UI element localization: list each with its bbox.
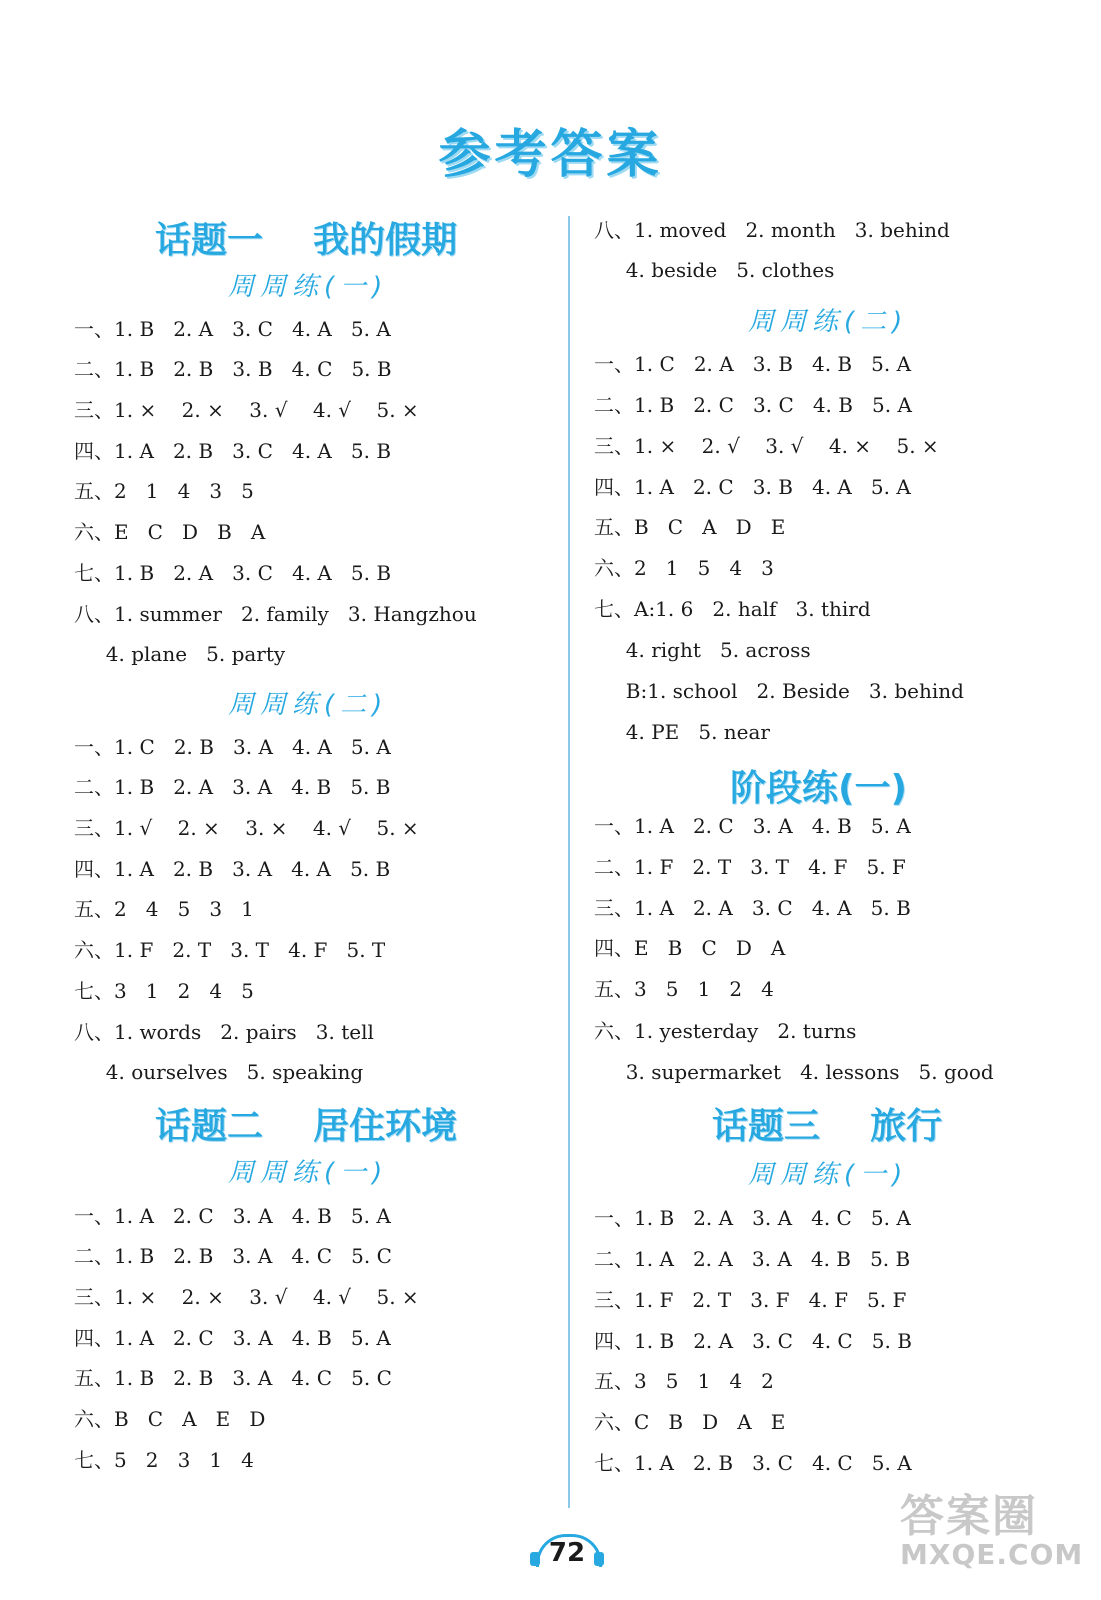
page-number: 72 (548, 1538, 586, 1568)
answer-row: 三、1. × 2. √ 3. √ 4. × 5. × (594, 434, 939, 458)
week-heading-3: 周周练(一) (228, 1158, 389, 1188)
week-heading-5: 周周练(一) (748, 1160, 909, 1190)
answer-row: 4. ourselves 5. speaking (74, 1060, 364, 1084)
topic-heading-2: 话题二 居住环境 (155, 1106, 458, 1147)
answer-row: 七、3 1 2 4 5 (74, 979, 254, 1003)
answer-row: 二、1. B 2. B 3. A 4. C 5. C (74, 1244, 392, 1268)
answer-row: 一、1. B 2. A 3. A 4. C 5. A (594, 1206, 911, 1230)
answer-row: 八、1. words 2. pairs 3. tell (74, 1020, 374, 1044)
answer-row: 六、C B D A E (594, 1410, 786, 1434)
watermark-url: MXQE.COM (900, 1538, 1084, 1571)
stage-heading: 阶段练(一) (730, 768, 907, 809)
page-title: 参考答案 (438, 125, 663, 185)
answer-row: 4. right 5. across (594, 638, 811, 662)
answer-row: 四、1. A 2. B 3. C 4. A 5. B (74, 439, 392, 463)
watermark (880, 1480, 1084, 1580)
answer-row: 一、1. C 2. A 3. B 4. B 5. A (594, 352, 912, 376)
answer-row: 六、2 1 5 4 3 (594, 556, 774, 580)
page-number-badge (520, 1530, 614, 1570)
answer-row: 四、1. A 2. C 3. B 4. A 5. A (594, 475, 911, 499)
answer-row: 一、1. C 2. B 3. A 4. A 5. A (74, 735, 391, 759)
topic-heading-3: 话题三 旅行 (712, 1106, 943, 1147)
week-heading-1: 周周练(一) (228, 272, 389, 302)
answer-row: 八、1. moved 2. month 3. behind (594, 218, 950, 242)
answer-row: 二、1. B 2. B 3. B 4. C 5. B (74, 357, 392, 381)
answer-row: 三、1. F 2. T 3. F 4. F 5. F (594, 1288, 907, 1312)
answer-row: 七、5 2 3 1 4 (74, 1448, 254, 1472)
topic-heading-1: 话题一 我的假期 (155, 220, 458, 261)
answer-row: 七、1. B 2. A 3. C 4. A 5. B (74, 561, 392, 585)
answer-row: 三、1. × 2. × 3. √ 4. √ 5. × (74, 398, 419, 422)
answer-row: 六、1. F 2. T 3. T 4. F 5. T (74, 938, 386, 962)
answer-row: 五、2 1 4 3 5 (74, 479, 254, 503)
answer-row: 四、1. A 2. C 3. A 4. B 5. A (74, 1326, 391, 1350)
answer-row: 一、1. A 2. C 3. A 4. B 5. A (74, 1204, 391, 1228)
answer-row: 一、1. B 2. A 3. C 4. A 5. A (74, 317, 391, 341)
answer-row: 六、E C D B A (74, 520, 266, 544)
answer-row: 二、1. B 2. C 3. C 4. B 5. A (594, 393, 912, 417)
answer-row: 二、1. B 2. A 3. A 4. B 5. B (74, 775, 391, 799)
answer-row: 七、1. A 2. B 3. C 4. C 5. A (594, 1451, 912, 1475)
answer-row: 三、1. √ 2. × 3. × 4. √ 5. × (74, 816, 419, 840)
week-heading-2: 周周练(二) (228, 690, 389, 720)
answer-row: 四、1. B 2. A 3. C 4. C 5. B (594, 1329, 912, 1353)
answer-row: 五、2 4 5 3 1 (74, 897, 254, 921)
answer-row: 4. beside 5. clothes (594, 258, 835, 282)
answer-row: 二、1. F 2. T 3. T 4. F 5. F (594, 855, 906, 879)
column-divider (568, 216, 570, 1508)
answer-row: 五、1. B 2. B 3. A 4. C 5. C (74, 1366, 392, 1390)
answer-row: 三、1. × 2. × 3. √ 4. √ 5. × (74, 1285, 419, 1309)
answer-row: 四、E B C D A (594, 936, 786, 960)
answer-row: 三、1. A 2. A 3. C 4. A 5. B (594, 896, 911, 920)
week-heading-4: 周周练(二) (748, 307, 909, 337)
watermark-logo-text: 答案圈 (900, 1491, 1038, 1542)
answer-row: 3. supermarket 4. lessons 5. good (594, 1060, 994, 1084)
answer-row: 4. plane 5. party (74, 642, 286, 666)
answer-row: 六、1. yesterday 2. turns (594, 1019, 857, 1043)
answer-row: 八、1. summer 2. family 3. Hangzhou (74, 602, 477, 626)
answer-row: 四、1. A 2. B 3. A 4. A 5. B (74, 857, 391, 881)
answer-row: 4. PE 5. near (594, 720, 770, 744)
answer-row: 五、B C A D E (594, 515, 786, 539)
answer-row: 五、3 5 1 4 2 (594, 1369, 774, 1393)
answer-row: 七、A:1. 6 2. half 3. third (594, 597, 871, 621)
answer-row: 一、1. A 2. C 3. A 4. B 5. A (594, 814, 911, 838)
answer-row: 五、3 5 1 2 4 (594, 977, 774, 1001)
answer-row: 二、1. A 2. A 3. A 4. B 5. B (594, 1247, 911, 1271)
answer-row: 六、B C A E D (74, 1407, 266, 1431)
answer-row: B:1. school 2. Beside 3. behind (594, 679, 964, 703)
